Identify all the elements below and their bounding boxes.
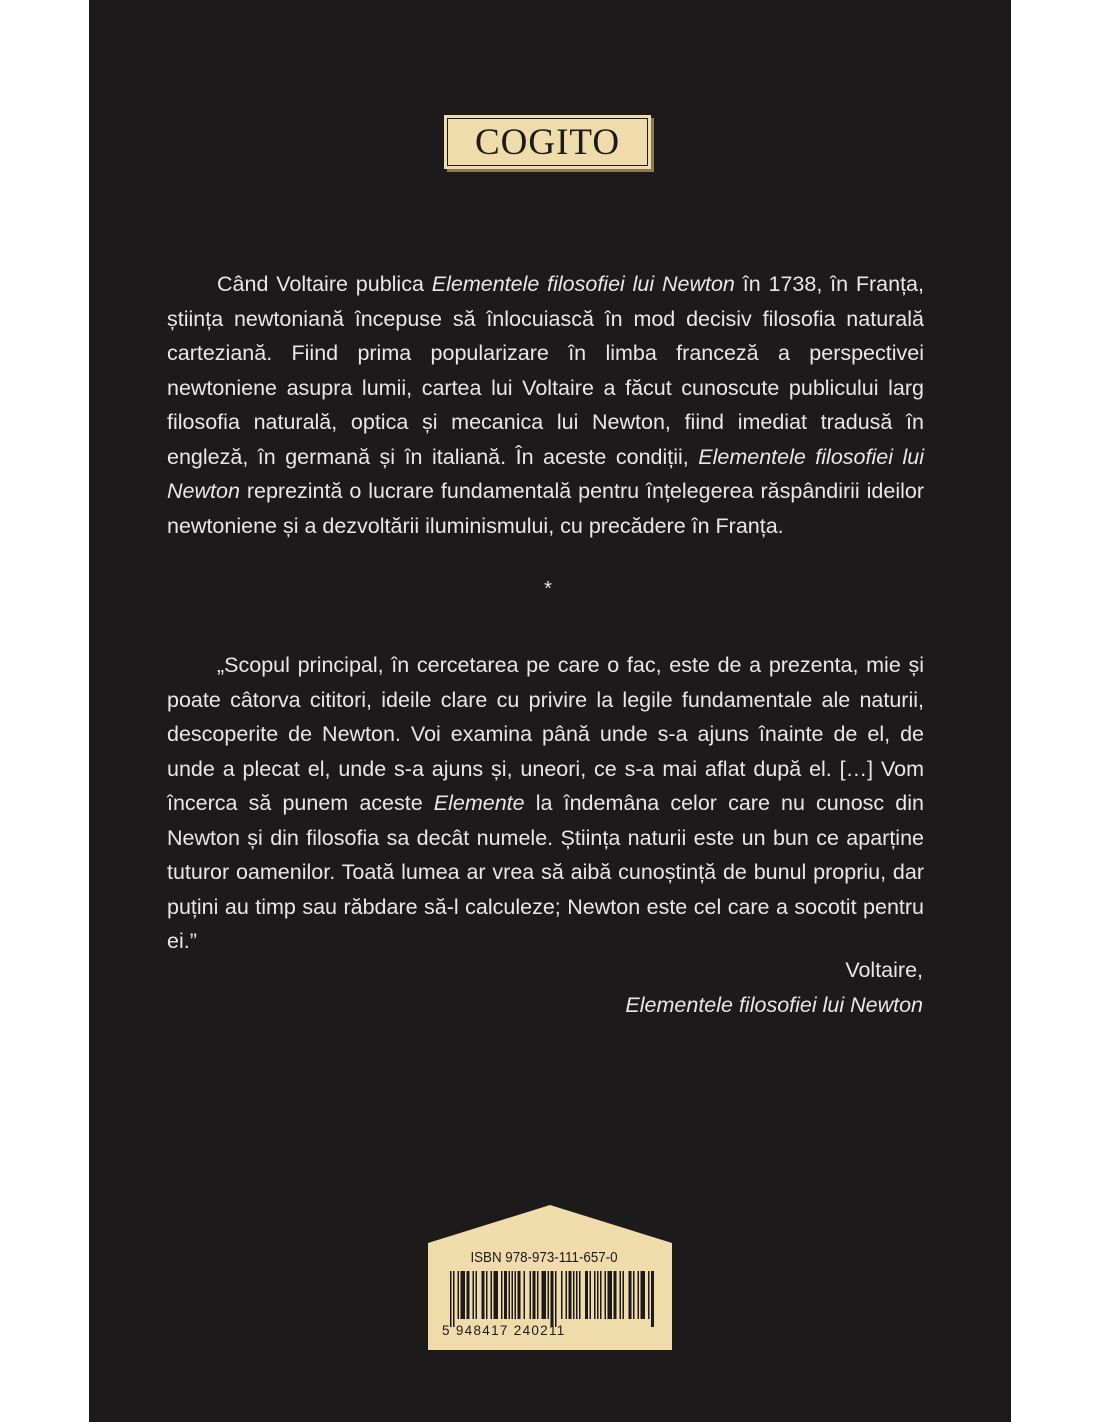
barcode-stripe	[605, 1271, 607, 1319]
intro-run: în 1738, în Franța, știința newtoniană începuse să înlocuiască în mod decisiv filosofia naturală carteziană. Fiind prima popularizare în limba franceză a perspectivei newtoniene asupra lumii, cartea lui Voltaire a făcut cunoscute publicului larg filosofia naturală, optica și mecanica lui Newton, fiind imediat tradusă în engleză, în germană și în italiană. În aceste condiții,	[167, 272, 924, 469]
barcode-stripe	[623, 1271, 625, 1319]
barcode-stripe	[515, 1271, 517, 1319]
barcode-stripe	[579, 1271, 581, 1319]
barcode-stripe	[608, 1271, 613, 1319]
barcode-stripe	[533, 1271, 536, 1319]
barcode-stripe	[486, 1271, 488, 1319]
quote-text-block	[167, 648, 924, 959]
barcode-stripe	[482, 1271, 485, 1319]
book-title-italic: Elementele filosofiei lui Newton	[431, 272, 735, 296]
barcode-bars	[450, 1271, 654, 1327]
barcode-digits: 5 948417 240211	[442, 1323, 566, 1338]
quote-run: „Scopul principal, în cercetarea pe care o fac, este de a prezenta, mie și poate câtorva cititori, ideile clare cu privire la legile fundamentale ale naturii, descoperite de Newton. Voi examina până unde s-a ajuns înainte de el, de unde a plecat el, unde s-a ajuns și, uneori, ce s-a mai aflat după el. […] Vom încerca să punem aceste	[167, 653, 924, 815]
barcode-label	[428, 1205, 672, 1350]
attribution-work: Elementele filosofiei lui Newton	[625, 992, 923, 1017]
isbn-number: ISBN 978-973-111-657-0	[470, 1250, 618, 1266]
barcode-stripe	[450, 1271, 452, 1327]
barcode-stripe	[494, 1271, 499, 1319]
barcode-stripe	[555, 1271, 557, 1327]
section-separator: *	[544, 578, 552, 600]
quote-attribution	[625, 953, 923, 1022]
barcode-stripe	[453, 1271, 455, 1327]
publisher-logo	[444, 115, 651, 169]
barcode-stripe	[467, 1271, 470, 1319]
barcode-stripe	[648, 1271, 650, 1319]
barcode-stripe	[633, 1271, 635, 1319]
quote-italic: Elemente	[433, 791, 525, 815]
barcode-stripe	[569, 1271, 572, 1319]
barcode-stripe	[512, 1271, 514, 1319]
barcode-stripe	[509, 1271, 511, 1319]
barcode-stripe	[491, 1271, 493, 1319]
barcode-stripe	[597, 1271, 599, 1319]
barcode-stripe	[501, 1271, 503, 1319]
barcode-stripe	[600, 1271, 602, 1319]
barcode-stripe	[542, 1271, 547, 1319]
attribution-author: Voltaire,	[845, 958, 923, 982]
intro-text-block	[167, 267, 924, 543]
intro-paragraph	[167, 267, 924, 543]
barcode-stripe	[524, 1271, 526, 1319]
barcode-stripe	[566, 1271, 568, 1319]
barcode-stripe	[651, 1271, 654, 1327]
book-title-italic: Elementele filosofiei lui Newton	[167, 444, 924, 503]
barcode-stripe	[473, 1271, 475, 1319]
intro-run: reprezintă o lucrare fundamentală pentru înțelegerea răspândirii ideilor newtoniene și a dezvoltării iluminismului, cu precădere în Franța.	[167, 479, 924, 538]
barcode-stripe	[548, 1271, 550, 1319]
barcode-stripe	[629, 1271, 632, 1319]
barcode-stripe	[614, 1271, 617, 1319]
barcode-stripe	[518, 1271, 521, 1319]
publisher-logo-text: COGITO	[474, 121, 621, 163]
barcode-stripe	[551, 1271, 554, 1327]
quote-paragraph	[167, 648, 924, 959]
barcode-stripe	[620, 1271, 622, 1319]
barcode-stripe	[537, 1271, 539, 1319]
barcode-stripe	[638, 1271, 640, 1319]
barcode-stripe	[641, 1271, 646, 1319]
barcode-icon	[450, 1271, 654, 1327]
barcode-stripe	[590, 1271, 592, 1319]
barcode-stripe	[561, 1271, 563, 1319]
barcode-stripe	[585, 1271, 588, 1319]
barcode-stripe	[530, 1271, 532, 1319]
intro-run: Când Voltaire publica	[217, 272, 432, 296]
barcode-stripe	[461, 1271, 466, 1319]
barcode-stripe	[576, 1271, 578, 1319]
barcode-stripe	[594, 1271, 596, 1319]
barcode-stripe	[504, 1271, 507, 1319]
barcode-stripe	[476, 1271, 478, 1319]
barcode-stripe	[458, 1271, 460, 1319]
quote-run: la îndemâna celor care nu cunosc din Newton și din filosofia sa decât numele. Știința naturii este un bun ce aparține tuturor oamenilor. Toată lumea ar vrea să aibă cunoștință de bunul propriu, dar puțini au timp sau răbdare să-l calculeze; Newton este cel care a socotit pentru ei.”	[167, 791, 924, 953]
barcode-stripe	[573, 1271, 575, 1319]
